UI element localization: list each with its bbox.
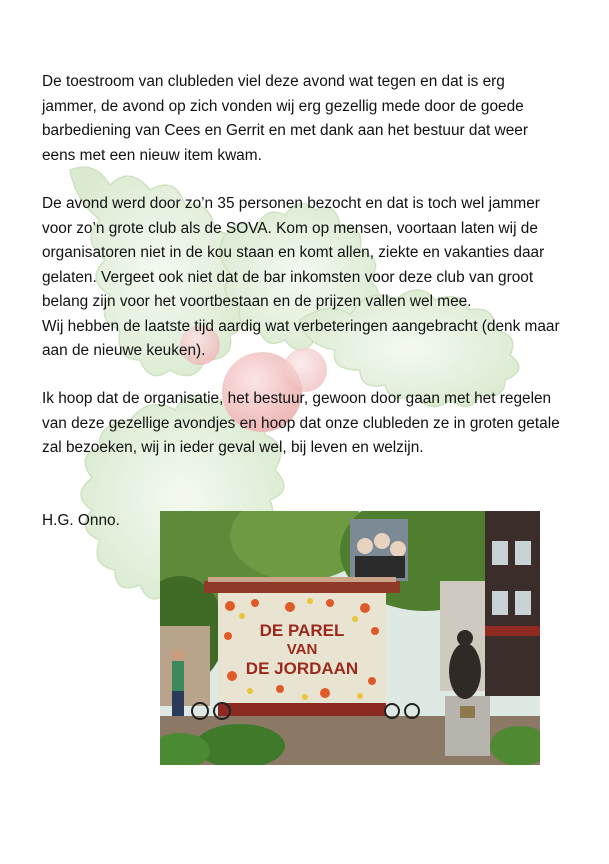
signature-text: H.G. Onno. [42,512,120,529]
sign-line-1: DE PAREL [259,621,345,640]
statue-pedestal [445,696,490,756]
paragraph-text: Wij hebben de laatste tijd aardig wat verbeteringen aangebracht (denk maar aan de nieuwe keuken). [42,317,560,359]
sign-line-2: VAN [286,641,318,658]
kiosk-roof [204,581,400,593]
statue [449,643,481,699]
body-paragraph-1 [42,70,562,168]
body-paragraph-2 [42,192,562,364]
paragraph-text: De avond werd door zo’n 35 personen bezocht en dat is toch wel jammer voor zo’n grote club als de SOVA. Kom op mensen, voortaan laten wij de organisatoren niet in de kou staan en komt allen, ziekte en vakanties daar gelaten. Vergeet ook niet dat de bar inkomsten voor deze club van groot belang zijn voor het voortbestaan en de prijzen vallen wel mee. [42,195,545,310]
kiosk-photo [160,511,540,765]
paragraph-text: Ik hoop dat de organisatie, het bestuur, gewoon door gaan met het regelen van deze gezellige avondjes en hoop dat onze clubleden ze in groten getale zal bezoeken, wij in ieder geval wel, bij leven en welzijn. [42,390,560,456]
sign-line-3: DE JORDAAN [245,659,359,678]
body-paragraph-3 [42,387,562,461]
person [172,661,184,691]
paragraph-text: De toestroom van clubleden viel deze avond wat tegen en dat is erg jammer, de avond op zich vonden wij erg gezellig mede door de goede barbediening van Cees en Gerrit en met dank aan het bestuur dat weer eens met een nieuw item kwam. [42,73,528,164]
